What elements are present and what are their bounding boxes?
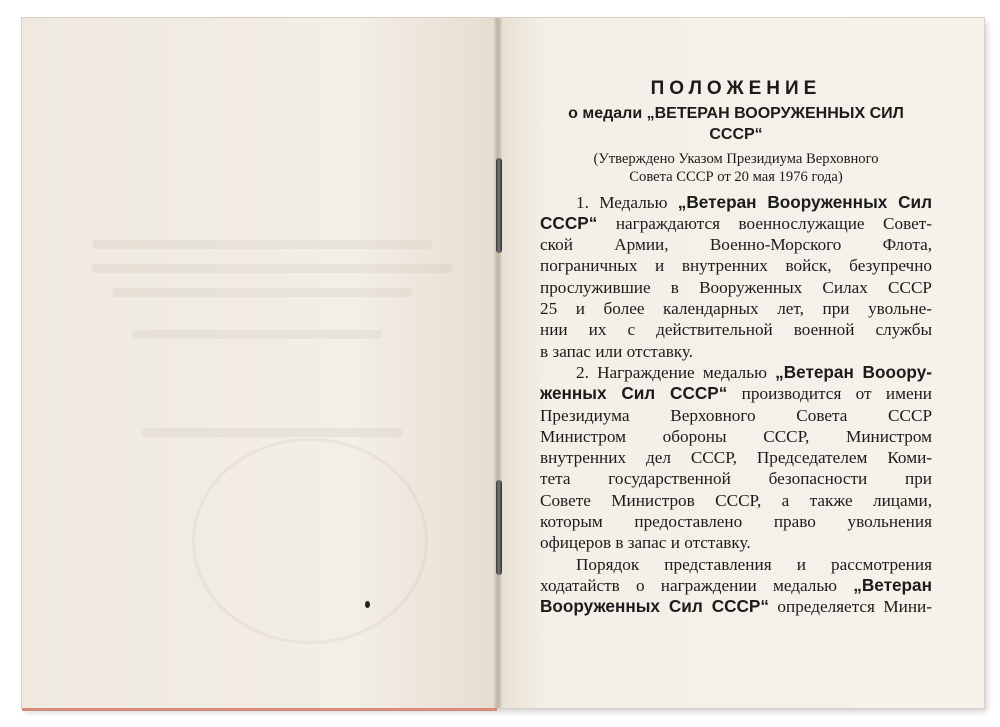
text-line: прослужившие в Вооруженных Силах СССР xyxy=(540,277,932,297)
text-line: Министром обороны СССР, Министром xyxy=(540,426,932,446)
text-line: в запас или отставку. xyxy=(540,341,694,361)
staple-bottom xyxy=(496,480,502,575)
text-line: нии их с действительной военной службы xyxy=(540,320,932,340)
text-line: 2. Награждение медалью „Ветеран Вооору- xyxy=(576,361,932,382)
staple-top xyxy=(496,158,502,253)
show-through-medal-emblem xyxy=(192,438,428,644)
show-through-line xyxy=(132,330,382,339)
show-through-line xyxy=(142,428,402,437)
regulation-text xyxy=(540,78,932,618)
text-line: Вооруженных Сил СССР“ определяется Мини- xyxy=(540,596,932,617)
text-line: Президиума Верховного Совета СССР xyxy=(540,405,932,425)
ink-spot xyxy=(365,601,370,608)
text-line: внутренних дел СССР, Председателем Коми- xyxy=(540,448,932,468)
approval-note: (Утверждено Указом Президиума Верховного Совета СССР от 20 мая 1976 года) xyxy=(593,150,879,185)
text-line: ходатайств о награждении медалью „Ветеран xyxy=(540,574,932,595)
document-subtitle-continued: СССР“ xyxy=(709,126,763,144)
left-page xyxy=(22,18,497,711)
show-through-line xyxy=(92,240,432,249)
text-line: женных Сил СССР“ производится от имени xyxy=(540,383,932,404)
text-line: Совете Министров СССР, а также лицами, xyxy=(540,490,932,510)
show-through-line xyxy=(92,264,452,273)
text-line: Порядок представления и рассмотрения xyxy=(576,554,932,574)
text-line: 25 и более календарных лет, при увольне- xyxy=(540,299,932,319)
text-line: пограничных и внутренних войск, безупречно xyxy=(540,256,932,276)
document-subtitle: о медали „ВЕТЕРАН ВООРУЖЕННЫХ СИЛ xyxy=(568,105,904,123)
text-line: которым предоставлено право увольнения xyxy=(540,512,932,532)
spine-fold xyxy=(494,18,502,708)
text-line: СССР“ награждаются военнослужащие Совет- xyxy=(540,212,932,233)
show-through-line xyxy=(112,288,412,297)
text-line: офицеров в запас и отставку. xyxy=(540,533,751,553)
text-line: 1. Медалью „Ветеран Вооруженных Сил xyxy=(576,191,932,212)
paragraph-1 xyxy=(540,192,932,362)
paragraph-2 xyxy=(540,362,932,554)
text-line: ской Армии, Военно-Морского Флота, xyxy=(540,235,932,255)
text-line: тета государственной безопасности при xyxy=(540,469,932,489)
document-title: ПОЛОЖЕНИЕ xyxy=(650,78,822,99)
paragraph-3 xyxy=(540,554,932,618)
